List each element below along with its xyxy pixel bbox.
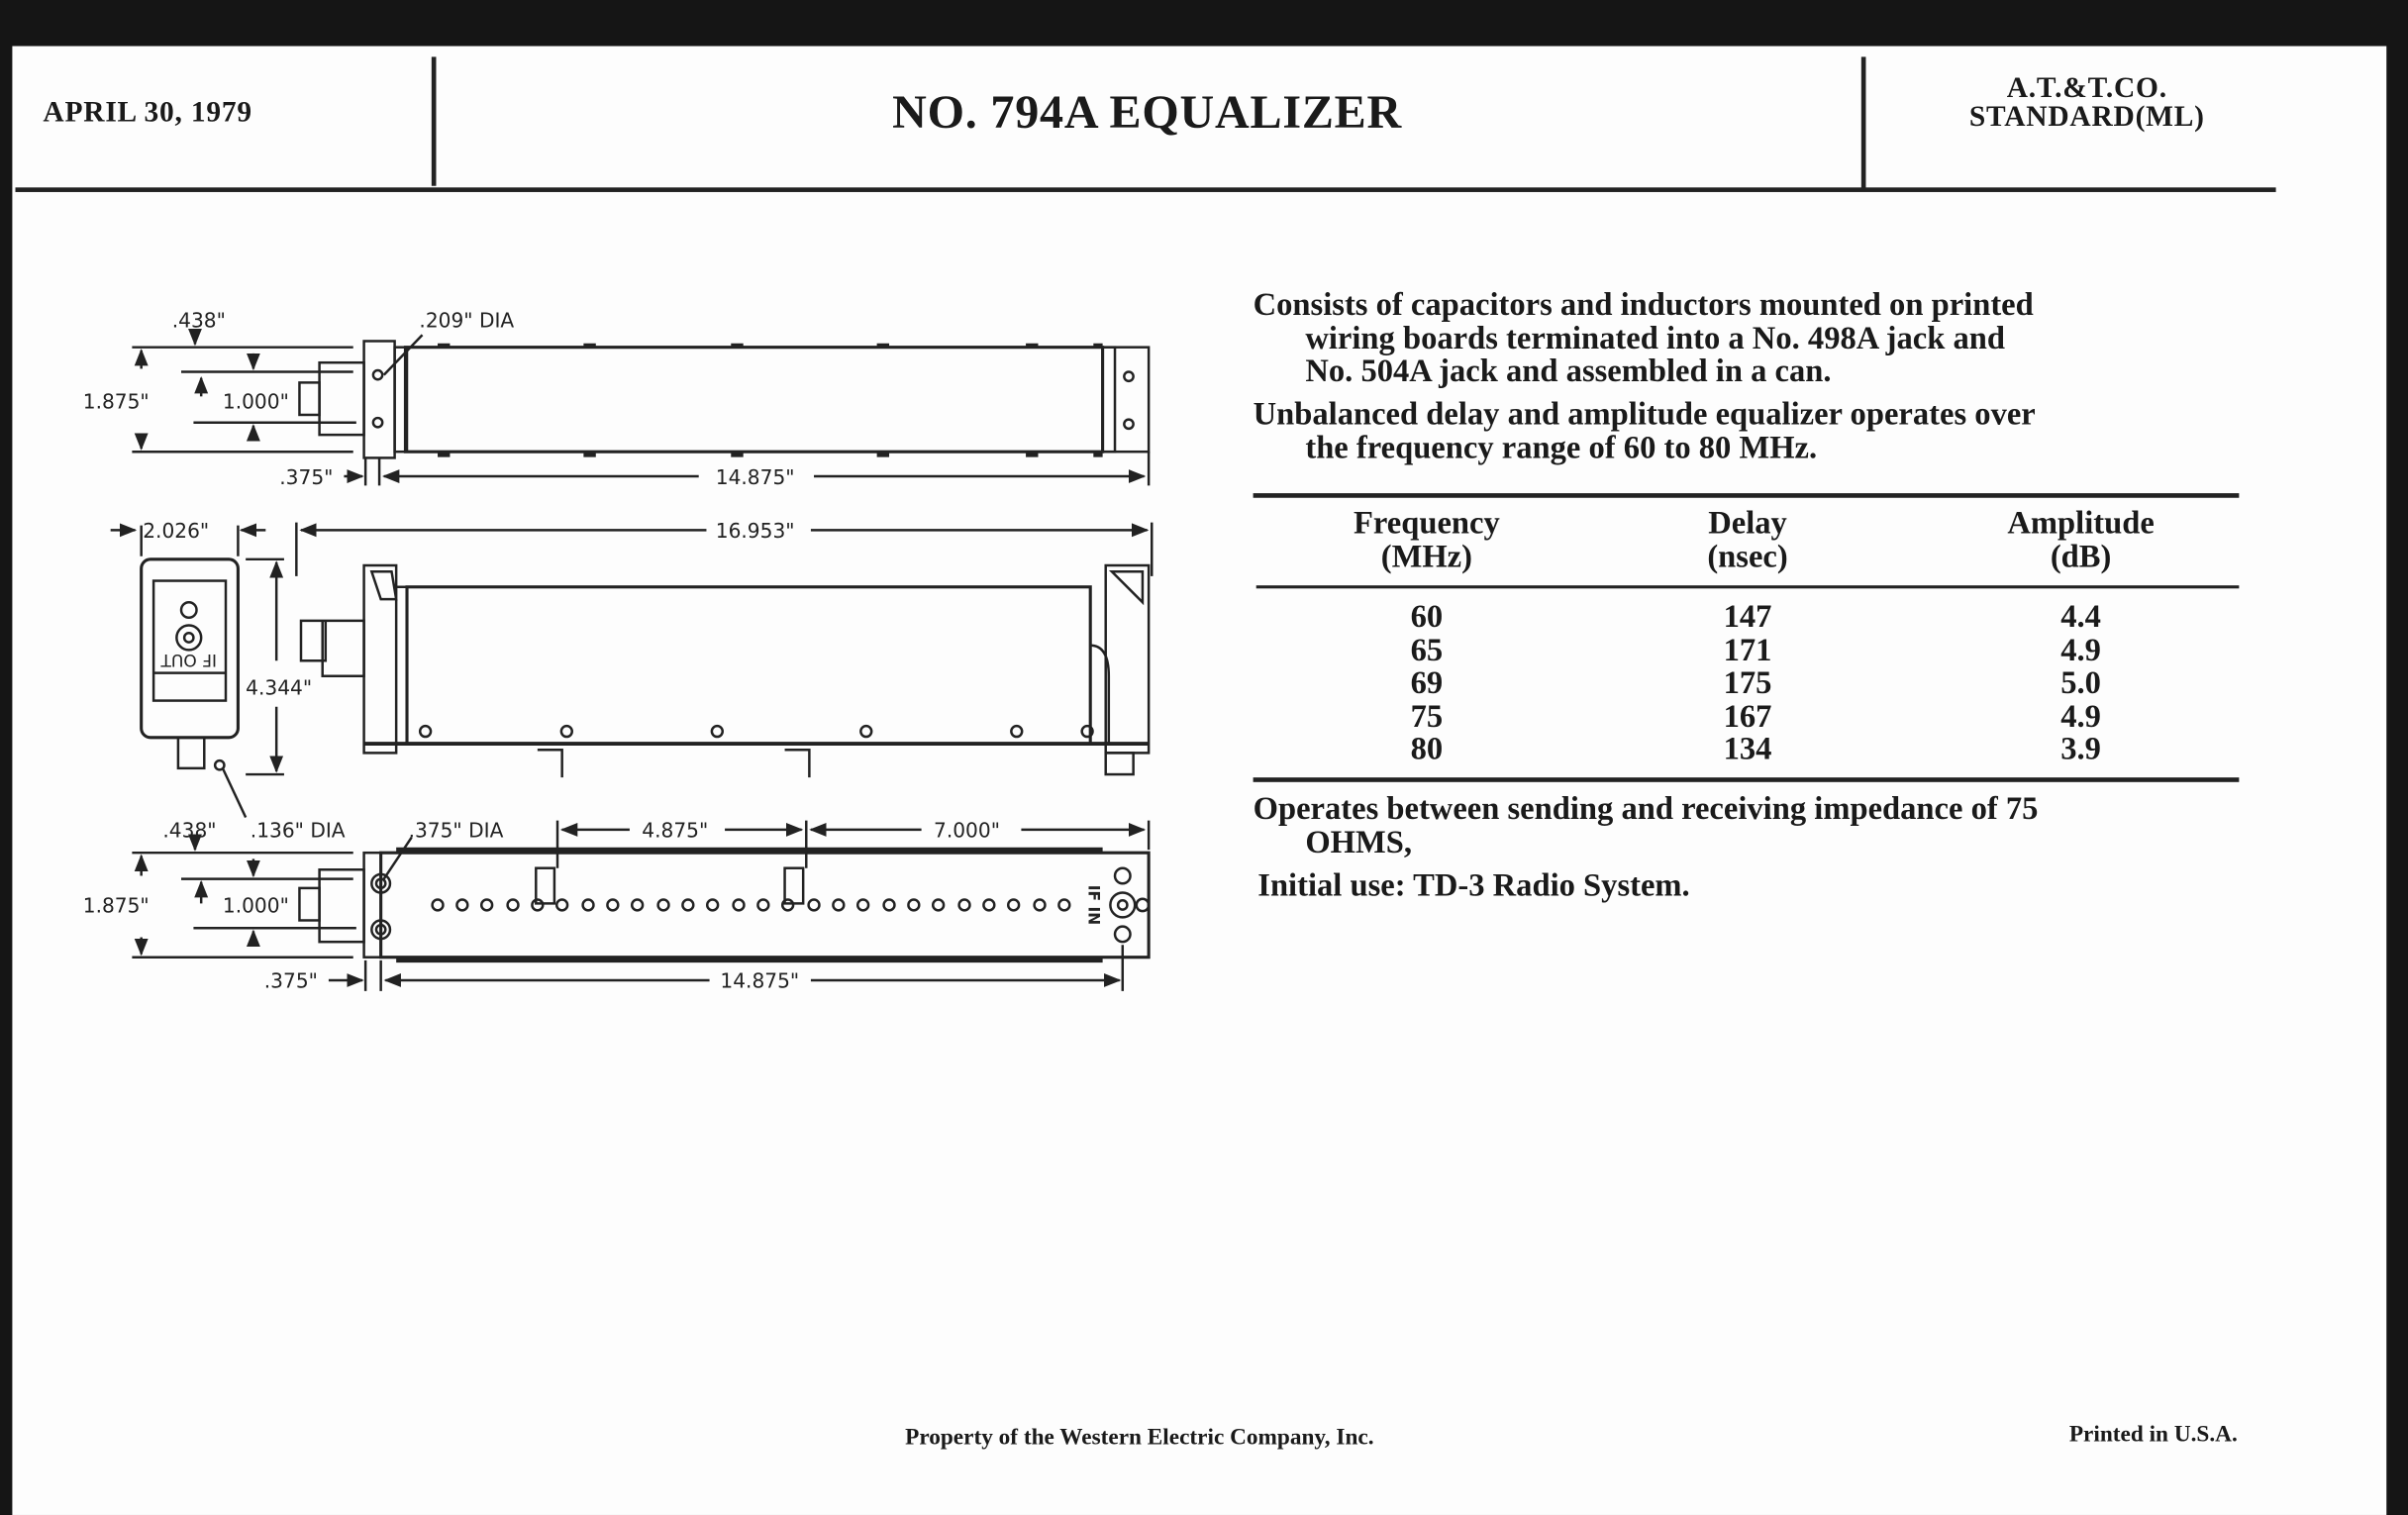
dimension-label: 1.000" (222, 389, 289, 414)
table-cell: 147 (1723, 597, 1772, 635)
standard-line: A.T.&T.CO. (2006, 71, 2167, 105)
column-unit: (nsec) (1707, 537, 1788, 574)
printed-notice: Printed in U.S.A. (2068, 1422, 2238, 1448)
end-view (111, 519, 346, 843)
text-line: the frequency range of 60 to 80 MHz. (1305, 428, 1818, 465)
dimension-label: 2.026" (143, 519, 210, 544)
table-cell: 80 (1410, 730, 1444, 767)
if-in-label: IF IN (1084, 884, 1103, 926)
dimension-label: .375" (279, 464, 334, 489)
dimension-label: .375" DIA (408, 818, 504, 843)
table-cell: 4.4 (2060, 597, 2101, 635)
text-line: Operates between sending and receiving impedance of 75 (1253, 789, 2039, 827)
property-notice: Property of the Western Electric Company, Inc. (905, 1425, 1374, 1451)
dimension-label: 4.344" (246, 675, 313, 700)
text-line: wiring boards terminated into a No. 498A jack and (1305, 318, 2006, 356)
dimension-label: 14.875" (715, 464, 795, 489)
text-line: Consists of capacitors and inductors mounted on printed (1253, 285, 2034, 323)
column-unit: (MHz) (1380, 537, 1472, 574)
dimension-label: .136" DIA (250, 818, 346, 843)
table-cell: 65 (1410, 630, 1444, 668)
standard-line: STANDARD(ML) (1968, 101, 2205, 134)
dimension-label: .375" (263, 968, 318, 993)
table-cell: 60 (1410, 597, 1444, 635)
table-cell: 171 (1723, 630, 1772, 668)
initial-use-note: Initial use: TD-3 Radio System. (1257, 866, 1690, 904)
table-cell: 167 (1723, 696, 1772, 734)
dimension-label: 1.875" (82, 893, 150, 918)
dimension-label: 1.000" (222, 893, 289, 918)
bottom-view (83, 819, 1149, 993)
table-cell: 4.9 (2060, 630, 2101, 668)
if-out-label: IF OUT (160, 650, 218, 670)
dimension-label: .438" (171, 308, 226, 333)
dimension-label: 7.000" (934, 818, 1000, 843)
table-cell: 69 (1410, 663, 1444, 701)
column-label: Amplitude (2007, 503, 2155, 542)
dimension-label: .438" (162, 818, 217, 843)
table-cell: 4.9 (2060, 696, 2101, 734)
table-cell: 75 (1410, 696, 1444, 734)
text-line: No. 504A jack and assembled in a can. (1305, 352, 1832, 389)
table-cell: 3.9 (2060, 730, 2101, 767)
text-line: OHMS, (1305, 822, 1413, 860)
issue-date: APRIL 30, 1979 (43, 96, 252, 130)
screw-hole-row (433, 900, 1070, 911)
table-cell: 5.0 (2060, 663, 2101, 701)
table-cell: 134 (1723, 730, 1772, 767)
dimension-label: 14.875" (720, 968, 800, 993)
dimension-label: 1.875" (82, 389, 150, 414)
dimension-label: .209" DIA (419, 308, 515, 333)
column-label: Delay (1708, 503, 1787, 542)
top-view (83, 309, 1149, 489)
table-cell: 175 (1723, 663, 1772, 701)
side-view (296, 519, 1152, 777)
column-unit: (dB) (2050, 537, 2112, 574)
dimension-label: 4.875" (642, 818, 709, 843)
dimension-label: 16.953" (715, 519, 795, 544)
column-label: Frequency (1353, 503, 1500, 542)
page-title: NO. 794A EQUALIZER (892, 84, 1403, 139)
text-line: Unbalanced delay and amplitude equalizer operates over (1253, 394, 2036, 433)
